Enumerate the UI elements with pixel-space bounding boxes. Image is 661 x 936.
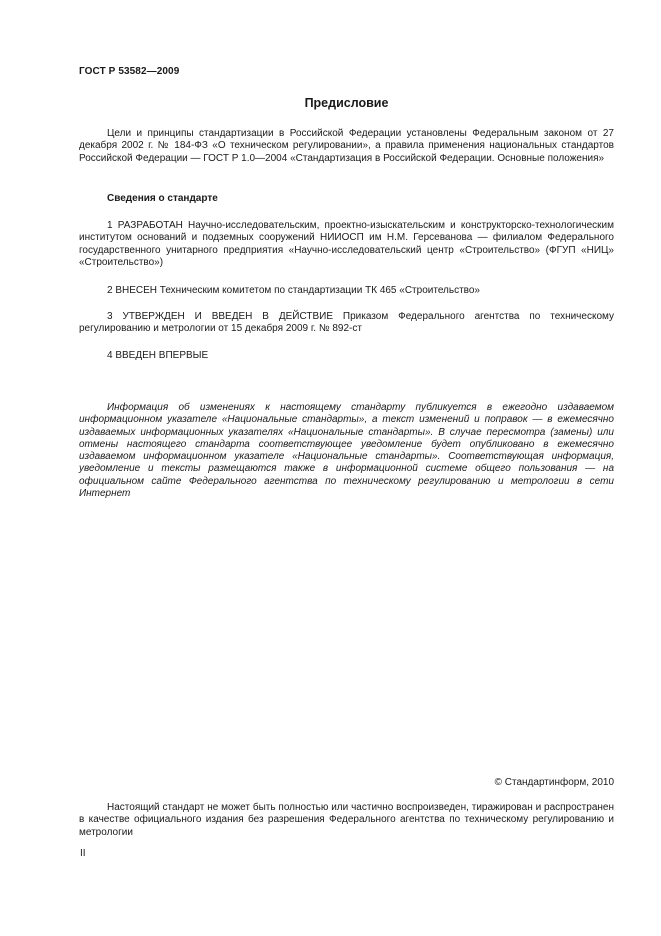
info-item-introduced: 2 ВНЕСЕН Техническим комитетом по стандартизации ТК 465 «Строительство» <box>107 285 480 296</box>
changes-notice: Информация об изменениях к настоящему стандарту публикуется в ежегодно издаваемом информационном указателе «Национальные стандарты», а текст изменений и поправок — в ежемесячно издаваемых информационных указателях «Национальные стандарты». В случае пересмотра (замены) или отмены настоящего стандарта соответствующее уведомление будет опубликовано в ежемесячно издаваемом информационном указателе «Национальные стандарты». Соответствующая информация, уведомление и тексты размещаются также в информационной системе общего пользования — на официальном сайте Федерального агентства по техническому регулированию и метрологии в сети Интернет <box>79 402 614 500</box>
info-item-developed: 1 РАЗРАБОТАН Научно-исследовательским, проектно-изыскательским и конструкторско-технологическим институтом оснований и подземных сооружений НИИОСП им Н.М. Герсеванова — филиалом Федерального государственного унитарного предприятия «Научно-исследовательский центр «Строительство» (ФГУП «НИЦ» «Строительство») <box>79 220 614 268</box>
page-title: Предисловие <box>304 96 389 110</box>
info-item-first-introduced: 4 ВВЕДЕН ВПЕРВЫЕ <box>107 350 209 361</box>
page-number: II <box>80 848 86 859</box>
reproduction-notice: Настоящий стандарт не может быть полностью или частично воспроизведен, тиражирован и распространен в качестве официального издания без разрешения Федерального агентства по техническому регулированию и метрологии <box>79 802 614 838</box>
intro-paragraph: Цели и принципы стандартизации в Российской Федерации установлены Федеральным законом от 27 декабря 2002 г. № 184-ФЗ «О техническом регулировании», а правила применения национальных стандартов Российской Федерации — ГОСТ Р 1.0—2004 «Стандартизация в Российской Федерации. Основные положения» <box>79 128 614 164</box>
copyright-line: © Стандартинформ, 2010 <box>494 777 614 788</box>
standard-code: ГОСТ Р 53582—2009 <box>79 66 180 77</box>
info-item-approved: 3 УТВЕРЖДЕН И ВВЕДЕН В ДЕЙСТВИЕ Приказом Федерального агентства по техническому регулированию и метрологии от 15 декабря 2009 г. № 892-ст <box>79 311 614 335</box>
info-section-heading: Сведения о стандарте <box>107 193 218 204</box>
